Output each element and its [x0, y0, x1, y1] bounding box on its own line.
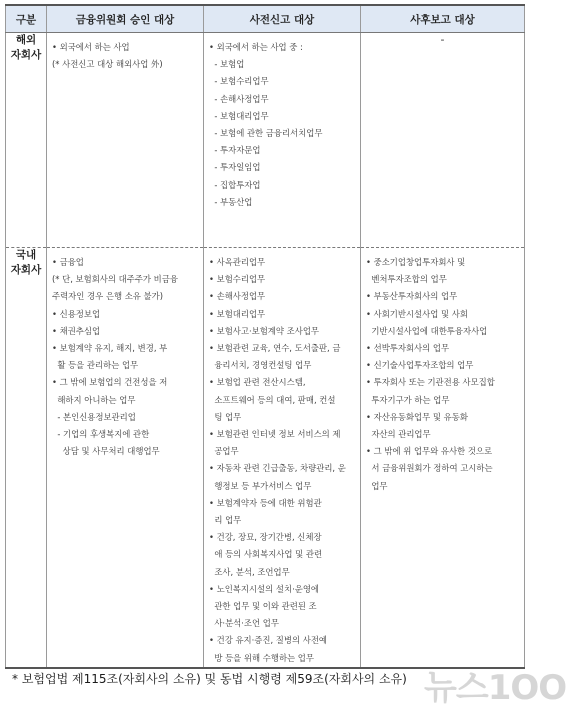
list-item: 사·분석·조언 업무: [209, 618, 279, 629]
list-item: • 보험계약자 등에 대한 위험관: [209, 497, 322, 508]
list-item: • 선박투자회사의 업무: [366, 343, 450, 354]
list-item: 조사, 분석, 조언업무: [209, 566, 290, 577]
overseas-label: [6, 33, 47, 248]
overseas-label-line2: 자회사: [10, 49, 42, 61]
list-item: - 보험대리업무: [209, 110, 269, 121]
domestic-approval-cell: [47, 248, 204, 668]
domestic-label: [6, 248, 47, 668]
list-item: - 투자자문업: [209, 145, 261, 156]
watermark-logo: 뉴스1OO: [424, 668, 566, 708]
domestic-label-line1: 국내: [15, 249, 37, 261]
list-item: 투자기구가 하는 업무: [366, 394, 450, 405]
list-item: 벤처투자조합의 업무: [366, 274, 447, 285]
list-item: (* 사전신고 대상 해외사업 外): [52, 59, 163, 70]
list-item: • 중소기업창업투자회사 및: [366, 257, 466, 267]
list-item: (* 단, 보험회사의 대주주가 비금융: [52, 274, 178, 285]
list-item: • 보험관련 교육, 연수, 도서출판, 금: [209, 343, 341, 354]
overseas-post-cell: [361, 33, 525, 248]
list-item: • 자산유동화업무 및 유동화: [366, 411, 468, 422]
list-item: - 투자일임업: [209, 162, 261, 173]
overseas-label-line1: 해외: [15, 34, 37, 46]
list-item: 기반시설사업에 대한투융자사업: [366, 325, 488, 336]
list-item: • 보험수리업무: [209, 274, 266, 285]
list-item: - 보험에 관한 금융리서치업무: [209, 128, 323, 139]
list-item: • 투자회사 또는 기관전용 사모집합: [366, 377, 495, 388]
domestic-label-line2: 자회사: [10, 264, 42, 276]
list-item: • 그 밖에 보험업의 건전성을 저: [52, 377, 168, 388]
list-item: • 그 밖에 위 업무와 유사한 것으로: [366, 446, 493, 457]
list-item: • 금융업: [52, 257, 84, 267]
list-item: 주력자인 경우 은행 소유 불가): [52, 291, 163, 302]
footnote: * 보험업법 제115조(자회사의 소유) 및 동법 시행령 제59조(자회사의 소유): [12, 672, 407, 686]
list-item: 융리서치, 경영컨설팅 업무: [209, 360, 312, 371]
list-item: 애 등의 사회복지사업 및 관련: [209, 549, 323, 560]
overseas-approval-cell: [47, 33, 204, 248]
list-item: • 보험대리업무: [209, 308, 266, 319]
header-post-report: 사후보고 대상: [361, 5, 525, 33]
list-item: • 보험업 관련 전산시스템,: [209, 377, 306, 388]
header-approval: 금융위원회 승인 대상: [47, 5, 204, 33]
header-row: [6, 5, 525, 33]
list-item: • 보험계약 유지, 해지, 변경, 부: [52, 343, 168, 354]
list-item: • 부동산투자회사의 업무: [366, 291, 458, 302]
list-item: 행정보 등 부가서비스 업무: [209, 480, 312, 491]
list-item: - 손해사정업무: [209, 93, 269, 104]
overseas-row: [6, 33, 525, 248]
list-item: 해하지 아니하는 업무: [52, 394, 136, 405]
list-item: - 본인신용정보관리업: [52, 411, 136, 422]
list-item: 리 업무: [209, 515, 242, 526]
list-item: 공업무: [209, 446, 239, 457]
domestic-approval-list: [47, 248, 203, 460]
list-item: - 집합투자업: [209, 179, 261, 190]
list-item: 팅 업무: [209, 411, 242, 422]
subsidiary-table: [5, 4, 525, 669]
overseas-post-dash: -: [440, 33, 445, 46]
overseas-prior-cell: [204, 33, 361, 248]
list-item: 소프트웨어 등의 대여, 판매, 컨설: [209, 394, 336, 405]
list-item: • 사옥관리업무: [209, 257, 266, 267]
list-item: - 보험업: [209, 59, 245, 70]
header-prior-report: 사전신고 대상: [204, 5, 361, 33]
list-item: • 손해사정업무: [209, 291, 266, 302]
list-item: • 자동차 관련 긴급출동, 차량관리, 운: [209, 463, 346, 474]
list-item: • 건강 유지·증진, 질병의 사전예: [209, 635, 327, 646]
overseas-prior-list: [204, 33, 360, 211]
list-item: • 노인복지시설의 설치·운영에: [209, 583, 320, 594]
list-item: • 신용정보업: [52, 308, 101, 319]
list-item: 관한 업무 및 이와 관련된 조: [209, 601, 317, 612]
domestic-prior-cell: [204, 248, 361, 668]
list-item: • 보험사고·보험계약 조사업무: [209, 325, 320, 336]
domestic-post-cell: [361, 248, 525, 668]
list-item: • 외국에서 하는 사업 중 :: [209, 42, 303, 52]
list-item: • 사회기반시설사업 및 사회: [366, 308, 468, 319]
list-item: • 보험관련 인터넷 정보 서비스의 제: [209, 429, 341, 440]
list-item: - 부동산업: [209, 196, 253, 207]
domestic-post-list: [361, 248, 524, 495]
list-item: • 신기술사업투자조합의 업무: [366, 360, 474, 371]
list-item: 활 등을 관리하는 업무: [52, 360, 139, 371]
list-item: 상담 및 사무처리 대행업무: [52, 446, 160, 457]
list-item: - 기업의 후생복지에 관한: [52, 429, 150, 440]
list-item: 방 등을 위해 수행하는 업무: [209, 652, 314, 663]
list-item: • 외국에서 하는 사업: [52, 42, 130, 52]
list-item: 서 금융위원회가 정하여 고시하는: [366, 463, 493, 474]
header-category: 구분: [6, 5, 47, 33]
list-item: • 건강, 장묘, 장기간병, 신체장: [209, 532, 322, 543]
list-item: 업무: [366, 480, 388, 491]
domestic-prior-list: [204, 248, 360, 667]
list-item: 자산의 관리업무: [366, 429, 431, 440]
list-item: • 채권추심업: [52, 325, 101, 336]
overseas-approval-list: [47, 33, 203, 73]
list-item: - 보험수리업무: [209, 76, 269, 87]
domestic-row: [6, 248, 525, 668]
